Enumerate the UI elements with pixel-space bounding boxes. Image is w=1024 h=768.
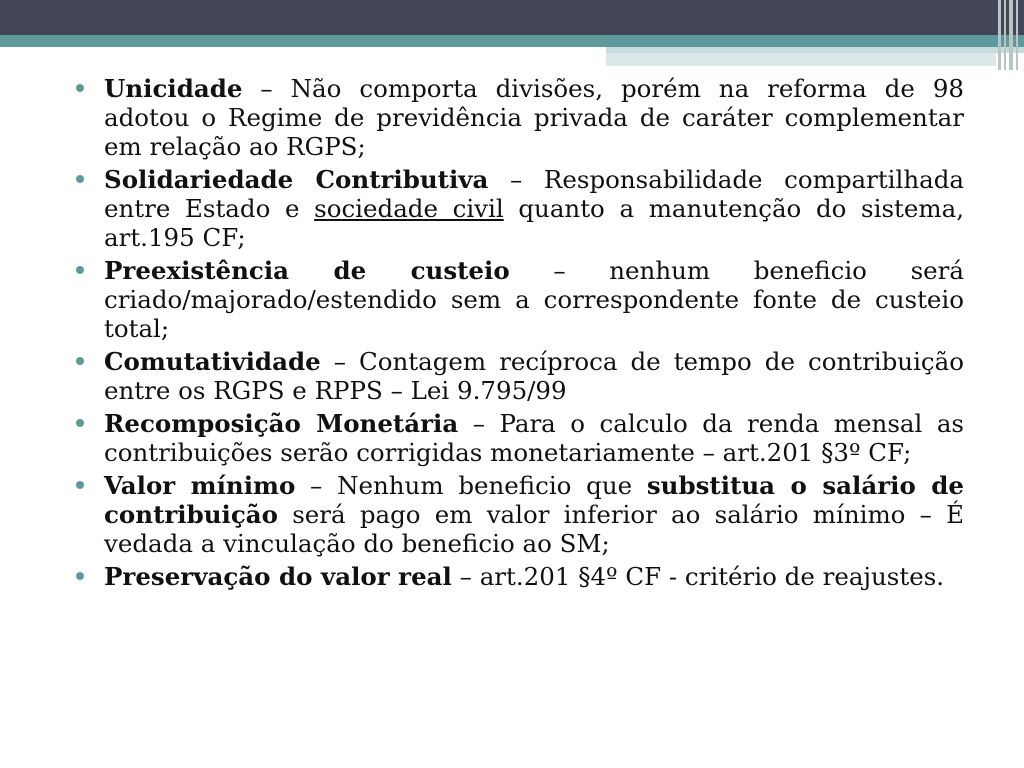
bullet-dot-icon	[76, 481, 84, 489]
slide-content	[76, 74, 964, 595]
bold-phrase: substitua o salário de contribuição	[104, 471, 964, 529]
bullet-dot-icon	[76, 84, 84, 92]
bullet-item-preexistencia: Preexistência de custeio – nenhum beneficio será criado/majorado/estendido sem a correspondente fonte de custeio total;	[76, 256, 964, 343]
bullet-item-valor-minimo: Valor mínimo – Nenhum beneficio que substitua o salário de contribuição será pago em valor inferior ao salário mínimo – É vedada a vinculação do beneficio ao SM;	[76, 471, 964, 558]
bullet-dot-icon	[76, 572, 84, 580]
bullet-item-solidariedade: Solidariedade Contributiva – Responsabilidade compartilhada entre Estado e sociedade civil quanto a manutenção do sistema, art.195 CF;	[76, 165, 964, 252]
header-bar	[0, 0, 1024, 35]
bullet-item-recomposicao: Recomposição Monetária – Para o calculo da renda mensal as contribuições serão corrigidas monetariamente – art.201 §3º CF;	[76, 409, 964, 467]
header-accent-band	[0, 35, 1024, 47]
bullet-item-comutatividade: Comutatividade – Contagem recíproca de tempo de contribuição entre os RGPS e RPPS – Lei 9.795/99	[76, 347, 964, 405]
header-right-strip	[606, 53, 996, 66]
underlined-text: sociedade civil	[314, 194, 504, 223]
bullet-item-preservacao: Preservação do valor real – art.201 §4º CF - critério de reajustes.	[76, 562, 964, 591]
header-white-notch	[0, 47, 606, 53]
bullet-dot-icon	[76, 357, 84, 365]
bullet-dot-icon	[76, 266, 84, 274]
corner-decoration	[994, 0, 1024, 70]
bullet-dot-icon	[76, 175, 84, 183]
bullet-list	[76, 74, 964, 591]
bullet-dot-icon	[76, 419, 84, 427]
bullet-item-unicidade: Unicidade – Não comporta divisões, porém na reforma de 98 adotou o Regime de previdência privada de caráter complementar em relação ao RGPS;	[76, 74, 964, 161]
